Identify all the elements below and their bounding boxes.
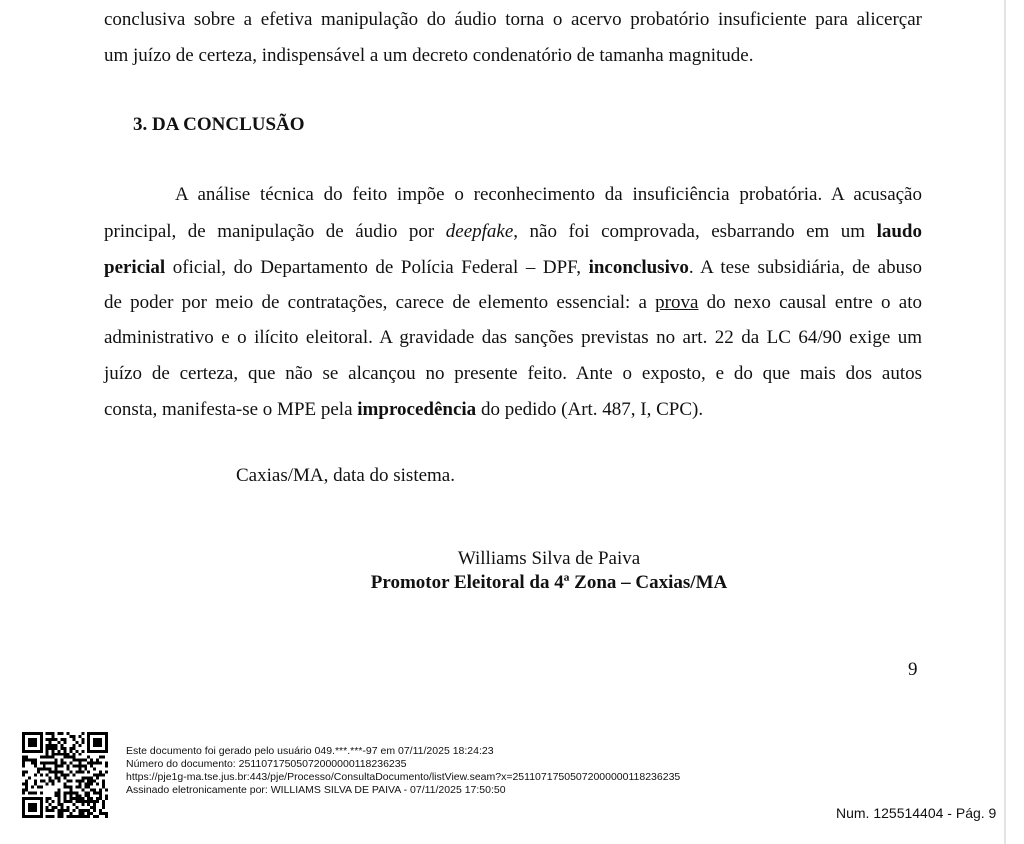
qr-code-icon: [22, 732, 108, 818]
conclusion-line-7: consta, manifesta-se o MPE pela improcedência do pedido (Art. 487, I, CPC).: [104, 399, 704, 420]
conclusion-line-2: principal, de manipulação de áudio por deepfake, não foi comprovada, esbarrando em um laudo: [104, 221, 922, 242]
deepfake-term: deepfake: [445, 221, 514, 242]
footer-signed: Assinado eletronicamente por: WILLIAMS SILVA DE PAIVA - 07/11/2025 17:50:50: [126, 784, 506, 796]
previous-paragraph-line-2: um juízo de certeza, indispensável a um decreto condenatório de tamanha magnitude.: [104, 45, 754, 66]
document-num-page: Num. 125514404 - Pág. 9: [836, 805, 997, 821]
conclusion-line-5: administrativo e o ilícito eleitoral. A gravidade das sanções previstas no art. 22 da LC 64/90 exige um: [104, 327, 922, 348]
conclusion-line-1: A análise técnica do feito impõe o reconhecimento da insuficiência probatória. A acusação: [175, 184, 922, 205]
footer-url[interactable]: https://pje1g-ma.tse.jus.br:443/pje/Processo/ConsultaDocumento/listView.seam?x=25110717505072000000118236235: [126, 771, 681, 783]
conclusion-line-6: juízo de certeza, que não se alcançou no presente feito. Ante o exposto, e do que mais dos autos: [104, 363, 922, 384]
signer-role: Promotor Eleitoral da 4ª Zona – Caxias/MA: [370, 572, 728, 593]
conclusion-line-3: pericial oficial, do Departamento de Polícia Federal – DPF, inconclusivo. A tese subsidiária, de abuso: [104, 257, 923, 278]
document-footer: [126, 745, 680, 797]
previous-paragraph-line-1: conclusiva sobre a efetiva manipulação do áudio torna o acervo probatório insuficiente para alicerçar: [104, 9, 922, 30]
place-date: Caxias/MA, data do sistema.: [236, 465, 455, 486]
page-number: 9: [908, 659, 918, 680]
footer-document-number: Número do documento: 25110717505072000000118236235: [126, 758, 407, 770]
footer-generated: Este documento foi gerado pelo usuário 049.***.***-97 em 07/11/2025 18:24:23: [126, 745, 494, 757]
signer-name: Williams Silva de Paiva: [457, 548, 641, 569]
page-edge: [1004, 0, 1006, 844]
section-heading: 3. DA CONCLUSÃO: [133, 114, 305, 135]
prova-underlined: prova: [655, 292, 699, 313]
conclusion-line-4: de poder por meio de contratações, carece de elemento essencial: a prova do nexo causal entre o ato: [104, 292, 922, 313]
